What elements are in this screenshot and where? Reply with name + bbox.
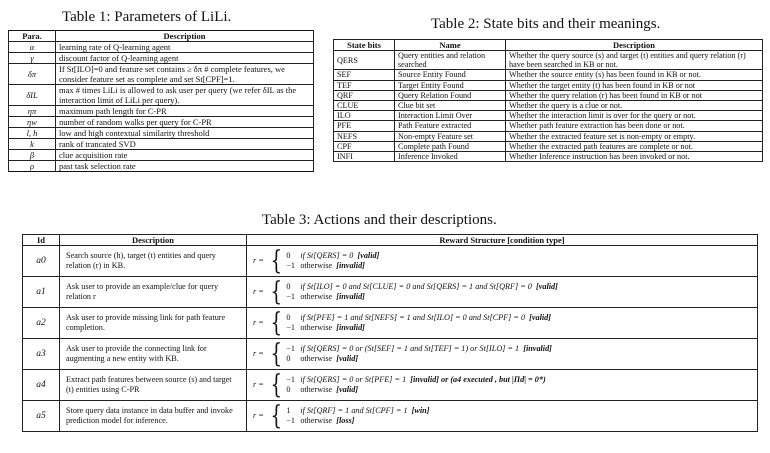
param-description: clue acquisition rate — [56, 150, 314, 161]
reward-bottom-condition: otherwise — [300, 292, 333, 301]
reward-cases — [286, 251, 379, 271]
param-description: rank of trancated SVD — [56, 139, 314, 150]
table1-caption: Table 1: Parameters of LiLi. — [62, 9, 232, 25]
table3-header-reward: Reward Structure [condition type] — [247, 235, 758, 246]
reward-bottom-tag: [valid] — [336, 385, 359, 394]
table-row — [9, 64, 314, 85]
state-bit: QERS — [334, 51, 395, 70]
state-description: Whether Inference instruction has been invoked or not. — [506, 152, 763, 162]
table2 — [333, 39, 763, 162]
table-row — [334, 131, 763, 141]
reward-variable: r = — [253, 318, 264, 327]
reward-variable: r = — [253, 287, 264, 296]
reward-bottom-value: 0 — [286, 385, 291, 394]
table-row — [334, 90, 763, 100]
table1-header-description: Description — [56, 31, 314, 42]
table3-header-id: Id — [23, 235, 60, 246]
reward-structure — [247, 339, 758, 370]
reward-bottom-value: −1 — [286, 261, 296, 270]
state-bit: QRF — [334, 90, 395, 100]
action-id: a5 — [23, 401, 60, 432]
param-symbol: ρ — [9, 161, 56, 172]
left-brace-icon: { — [270, 339, 282, 369]
param-symbol: ηw — [9, 117, 56, 128]
param-symbol: δπ — [9, 64, 56, 85]
reward-variable: r = — [253, 349, 264, 358]
table-row — [23, 308, 758, 339]
reward-bottom-tag: [invalid] — [336, 323, 365, 332]
left-brace-icon: { — [270, 277, 282, 307]
state-name: Clue bit set — [395, 101, 506, 111]
left-brace-icon: { — [270, 308, 282, 338]
reward-top-tag: [valid] — [529, 313, 551, 322]
table-row — [23, 370, 758, 401]
state-bit: CPF — [334, 141, 395, 151]
table-row — [9, 117, 314, 128]
reward-top-value: 1 — [286, 406, 291, 415]
param-description: learning rate of Q-learning agent — [56, 42, 314, 53]
action-id: a0 — [23, 246, 60, 277]
param-symbol: β — [9, 150, 56, 161]
reward-structure — [247, 246, 758, 277]
table-row — [334, 152, 763, 162]
state-name: Complete path Found — [395, 141, 506, 151]
table1 — [8, 30, 314, 172]
table3-caption: Table 3: Actions and their descriptions. — [262, 212, 497, 228]
state-bit: ILO — [334, 111, 395, 121]
table2-caption: Table 2: State bits and their meanings. — [431, 16, 661, 32]
state-description: Whether path feature extraction has been done or not. — [506, 121, 763, 131]
reward-bottom-tag: [valid] — [336, 354, 359, 363]
action-id: a4 — [23, 370, 60, 401]
table-row — [9, 42, 314, 53]
reward-formula — [253, 372, 751, 398]
left-brace-icon: { — [270, 246, 282, 276]
state-name: Target Entity Found — [395, 80, 506, 90]
reward-top-tag: [invalid] — [523, 344, 552, 353]
table-row — [334, 80, 763, 90]
table-row — [23, 339, 758, 370]
table-row — [9, 150, 314, 161]
action-id: a2 — [23, 308, 60, 339]
reward-formula — [253, 310, 751, 336]
left-brace-icon: { — [270, 370, 282, 400]
table-row — [334, 141, 763, 151]
reward-bottom-condition: otherwise — [300, 416, 333, 425]
reward-top-condition: if St[ILO] = 0 and St[CLUE] = 0 and St[QERS] = 1 and St[QRF] = 0 — [300, 282, 532, 291]
action-description: Ask user to provide an example/clue for query relation r — [60, 277, 247, 308]
table-row — [334, 70, 763, 80]
param-symbol: k — [9, 139, 56, 150]
table1-header-para: Para. — [9, 31, 56, 42]
table3 — [22, 234, 758, 432]
param-symbol: α — [9, 42, 56, 53]
state-name: Interaction Limit Over — [395, 111, 506, 121]
reward-cases — [286, 375, 545, 395]
reward-formula — [253, 341, 751, 367]
action-description: Extract path features between source (s) and target (t) entities using C-PR — [60, 370, 247, 401]
table2-header-name: Name — [395, 40, 506, 51]
reward-bottom-tag: [loss] — [336, 416, 355, 425]
state-description: Whether the query source (s) and target (t) entities and query relation (r) have been searched in KB or not. — [506, 51, 763, 70]
action-description: Ask user to provide missing link for path feature completion. — [60, 308, 247, 339]
table-row — [334, 121, 763, 131]
reward-formula — [253, 403, 751, 429]
state-name: Inference Invoked — [395, 152, 506, 162]
table-row — [334, 111, 763, 121]
reward-cases — [286, 344, 552, 364]
reward-top-value: −1 — [286, 344, 296, 353]
reward-bottom-value: −1 — [286, 292, 296, 301]
reward-cases — [286, 282, 558, 302]
param-description: low and high contextual similarity threshold — [56, 128, 314, 139]
reward-cases — [286, 313, 551, 333]
reward-top-condition: if St[QERS] = 0 or St[PFE] = 1 — [300, 375, 407, 384]
param-symbol: γ — [9, 53, 56, 64]
reward-bottom-condition: otherwise — [300, 385, 333, 394]
reward-bottom-condition: otherwise — [300, 323, 333, 332]
state-bit: CLUE — [334, 101, 395, 111]
reward-bottom-condition: otherwise — [300, 354, 333, 363]
table-row — [9, 106, 314, 117]
table-row — [23, 277, 758, 308]
reward-top-value: −1 — [286, 375, 296, 384]
reward-top-tag: [win] — [411, 406, 430, 415]
table-row — [23, 401, 758, 432]
table-row — [9, 85, 314, 106]
table-row — [23, 246, 758, 277]
state-description: Whether the source entity (s) has been found in KB or not. — [506, 70, 763, 80]
reward-top-value: 0 — [286, 251, 291, 260]
state-bit: PFE — [334, 121, 395, 131]
reward-top-tag: [valid] — [357, 251, 380, 260]
state-description: Whether the query relation (r) has been found in KB or not — [506, 90, 763, 100]
state-description: Whether the extracted feature set is non-empty or empty. — [506, 131, 763, 141]
reward-top-tag: [invalid] or (a4 executed , but |Πd| = 0*) — [410, 375, 546, 384]
param-description: If St[ILO]=0 and feature set contains ≥ δπ # complete features, we consider feature set as complete and set St[CPF]=1. — [56, 64, 314, 85]
param-symbol: l, h — [9, 128, 56, 139]
table3-body — [23, 246, 758, 432]
left-brace-icon: { — [270, 401, 282, 431]
table-row — [9, 128, 314, 139]
param-description: number of random walks per query for C-PR — [56, 117, 314, 128]
reward-structure — [247, 277, 758, 308]
table2-header-description: Description — [506, 40, 763, 51]
reward-cases — [286, 406, 429, 426]
reward-variable: r = — [253, 256, 264, 265]
reward-top-value: 0 — [286, 313, 291, 322]
reward-top-condition: if St[PFE] = 1 and St[NEFS] = 1 and St[ILO] = 0 and St[CPF] = 0 — [300, 313, 526, 322]
reward-formula — [253, 248, 751, 274]
reward-variable: r = — [253, 380, 264, 389]
table3-header-description: Description — [60, 235, 247, 246]
state-name: Path Feature extracted — [395, 121, 506, 131]
reward-top-tag: [valid] — [536, 282, 558, 291]
table-row — [334, 101, 763, 111]
state-name: Non-empty Feature set — [395, 131, 506, 141]
state-name: Query Relation Found — [395, 90, 506, 100]
param-description: discount factor of Q-learning agent — [56, 53, 314, 64]
state-name: Query entities and relation searched — [395, 51, 506, 70]
state-bit: NEFS — [334, 131, 395, 141]
reward-bottom-value: 0 — [286, 354, 291, 363]
param-description: past task selection rate — [56, 161, 314, 172]
state-bit: INFI — [334, 152, 395, 162]
reward-variable: r = — [253, 411, 264, 420]
reward-structure — [247, 401, 758, 432]
param-description: maximum path length for C-PR — [56, 106, 314, 117]
param-symbol: ηπ — [9, 106, 56, 117]
state-description: Whether the target entity (t) has been found in KB or not — [506, 80, 763, 90]
reward-bottom-value: −1 — [286, 323, 296, 332]
table-row — [9, 161, 314, 172]
reward-structure — [247, 308, 758, 339]
reward-bottom-value: −1 — [286, 416, 296, 425]
table-row — [9, 53, 314, 64]
table2-header-state-bits: State bits — [334, 40, 395, 51]
state-description: Whether the interaction limit is over for the query or not. — [506, 111, 763, 121]
action-description: Ask user to provide the connecting link for augmenting a new entity with KB. — [60, 339, 247, 370]
reward-bottom-condition: otherwise — [300, 261, 333, 270]
state-bit: TEF — [334, 80, 395, 90]
table-row — [334, 51, 763, 70]
state-name: Source Entity Found — [395, 70, 506, 80]
state-description: Whether the extracted path features are complete or not. — [506, 141, 763, 151]
action-description: Search source (h), target (t) entities and query relation (r) in KB. — [60, 246, 247, 277]
param-symbol: δIL — [9, 85, 56, 106]
action-id: a3 — [23, 339, 60, 370]
reward-top-condition: if St[QRF] = 1 and St[CPF] = 1 — [300, 406, 408, 415]
reward-bottom-tag: [invalid] — [336, 292, 365, 301]
reward-bottom-tag: [invalid] — [336, 261, 365, 270]
param-description: max # times LiLi is allowed to ask user per query (we refer δIL as the interaction limit of LiLi per query). — [56, 85, 314, 106]
reward-structure — [247, 370, 758, 401]
action-id: a1 — [23, 277, 60, 308]
reward-top-condition: if St[QERS] = 0 or (St[SEF] = 1 and St[TEF] = 1) or St[ILO] = 1 — [300, 344, 520, 353]
state-description: Whether the query is a clue or not. — [506, 101, 763, 111]
state-bit: SEF — [334, 70, 395, 80]
table-row — [9, 139, 314, 150]
reward-top-value: 0 — [286, 282, 291, 291]
reward-formula — [253, 279, 751, 305]
reward-top-condition: if St[QERS] = 0 — [300, 251, 354, 260]
action-description: Store query data instance in data buffer and invoke prediction model for inference. — [60, 401, 247, 432]
